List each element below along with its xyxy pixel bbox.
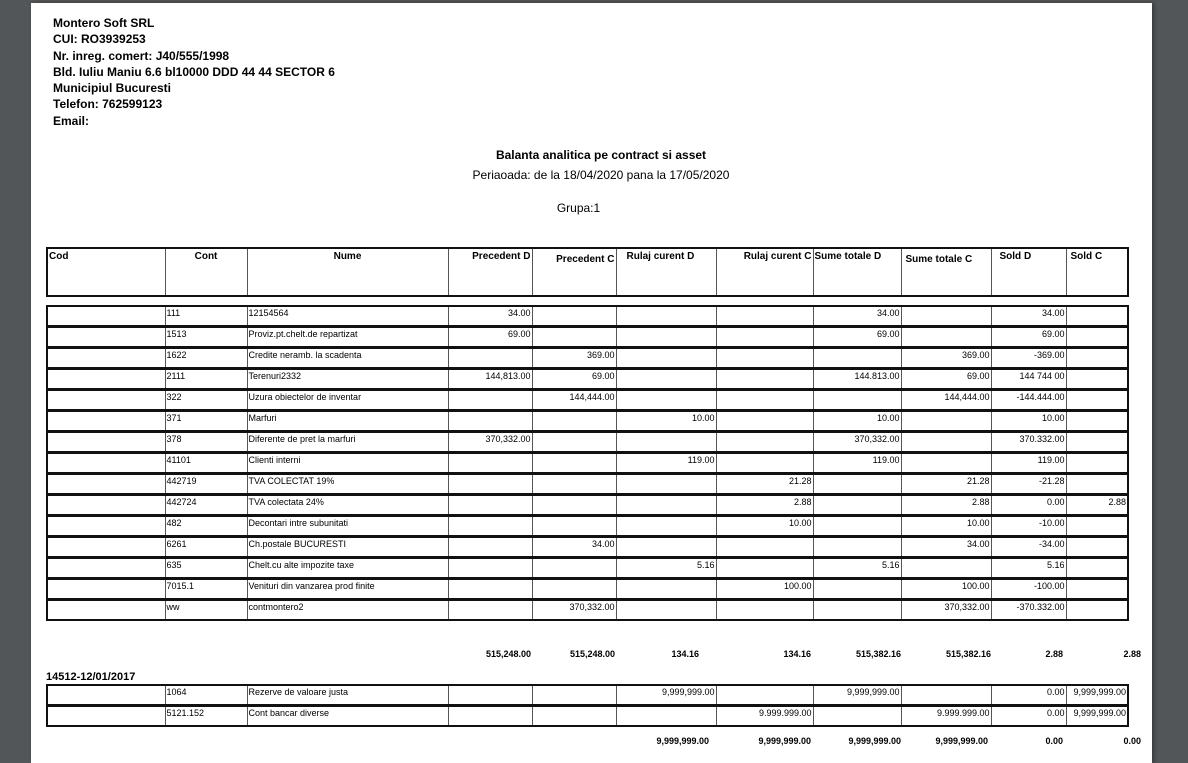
cell-cont: 41101: [165, 453, 247, 474]
cell-rd: [616, 537, 716, 558]
cell-sc: [901, 685, 991, 706]
cell-soldc: 9,999,999.00: [1066, 706, 1128, 727]
col-cont: Cont: [165, 248, 247, 296]
cell-cont: 442724: [165, 495, 247, 516]
table-row: [47, 558, 1128, 579]
cell-pc: 369.00: [532, 348, 616, 369]
cell-cod: [47, 579, 165, 600]
cell-sc: 144,444.00: [901, 390, 991, 411]
col-sold-c: Sold C: [1066, 248, 1128, 296]
col-sume-d: Sume totale D: [813, 248, 901, 296]
total-precedent-d: 515,248.00: [485, 649, 531, 659]
cell-rc: [716, 411, 813, 432]
cell-nume: Credite neramb. la scadenta: [247, 348, 448, 369]
cell-pd: [448, 579, 532, 600]
company-email: Email:: [53, 113, 90, 128]
table-row: [47, 579, 1128, 600]
cell-soldd: -21.28: [991, 474, 1066, 495]
company-phone: Telefon: 762599123: [53, 97, 163, 112]
cell-soldd: 370.332.00: [991, 432, 1066, 453]
col-rulaj-c: Rulaj curent C: [716, 248, 813, 296]
cell-rc: [716, 558, 813, 579]
total-precedent-c: 515,248.00: [569, 649, 615, 659]
cell-sc: [901, 306, 991, 327]
cell-soldc: [1066, 369, 1128, 390]
cell-rd: [616, 327, 716, 348]
cell-cont: 635: [165, 558, 247, 579]
table-row: [47, 390, 1128, 411]
cell-cod: [47, 390, 165, 411]
cell-rc: [716, 327, 813, 348]
table-row: [47, 706, 1128, 727]
cell-pd: [448, 516, 532, 537]
table-row: [47, 600, 1128, 621]
table-row: [47, 348, 1128, 369]
cell-rc: [716, 432, 813, 453]
cell-sd: 144.813.00: [813, 369, 901, 390]
cell-pd: [448, 558, 532, 579]
company-info: [53, 15, 335, 129]
cell-rc: 2.88: [716, 495, 813, 516]
table-row: [47, 453, 1128, 474]
cell-sc: [901, 432, 991, 453]
cell-soldc: [1066, 516, 1128, 537]
cell-soldc: [1066, 600, 1128, 621]
total-sume-d: 515,382.16: [855, 649, 901, 659]
cell-pd: [448, 411, 532, 432]
cell-cod: [47, 327, 165, 348]
cell-rc: [716, 685, 813, 706]
cell-pd: 69.00: [448, 327, 532, 348]
cell-cod: [47, 453, 165, 474]
cell-nume: Terenuri2332: [247, 369, 448, 390]
cell-rd: [616, 474, 716, 495]
cell-sd: [813, 600, 901, 621]
cell-sd: 119.00: [813, 453, 901, 474]
cell-soldd: 69.00: [991, 327, 1066, 348]
cell-rc: [716, 390, 813, 411]
cell-nume: Ch.postale BUCURESTI: [247, 537, 448, 558]
cell-soldd: 5.16: [991, 558, 1066, 579]
cell-nume: Proviz.pt.chelt.de repartizat: [247, 327, 448, 348]
cell-sd: 5.16: [813, 558, 901, 579]
cell-pc: [532, 495, 616, 516]
cell-rc: [716, 453, 813, 474]
cell-sd: [813, 579, 901, 600]
cell-sc: [901, 327, 991, 348]
cell-nume: TVA COLECTAT 19%: [247, 474, 448, 495]
cell-rd: [616, 369, 716, 390]
cell-cod: [47, 495, 165, 516]
cell-soldd: -34.00: [991, 537, 1066, 558]
cell-pd: 144,813.00: [448, 369, 532, 390]
cell-cod: [47, 558, 165, 579]
cell-cont: 5121.152: [165, 706, 247, 727]
col-sold-d: Sold D: [991, 248, 1066, 296]
cell-sd: [813, 474, 901, 495]
cell-pc: [532, 558, 616, 579]
cell-pc: [532, 579, 616, 600]
cell-pd: [448, 537, 532, 558]
cell-sc: 34.00: [901, 537, 991, 558]
table-row: [47, 495, 1128, 516]
table-row: [47, 474, 1128, 495]
cell-pc: 69.00: [532, 369, 616, 390]
col-cod: Cod: [47, 248, 165, 296]
cell-pd: 34.00: [448, 306, 532, 327]
cell-cont: 1622: [165, 348, 247, 369]
cell-cont: 371: [165, 411, 247, 432]
cell-soldc: [1066, 390, 1128, 411]
col-precedent-d: Precedent D: [448, 248, 532, 296]
table-row: [47, 411, 1128, 432]
cell-pc: [532, 306, 616, 327]
cell-soldd: -144.444.00: [991, 390, 1066, 411]
cell-rd: [616, 390, 716, 411]
cell-cod: [47, 411, 165, 432]
table-row: [47, 306, 1128, 327]
cell-soldd: -10.00: [991, 516, 1066, 537]
cell-rd: 9,999,999.00: [616, 685, 716, 706]
cell-rc: [716, 537, 813, 558]
cell-sd: [813, 516, 901, 537]
cell-sd: 370,332.00: [813, 432, 901, 453]
cell-sc: [901, 558, 991, 579]
cell-rc: 21.28: [716, 474, 813, 495]
cell-soldc: [1066, 579, 1128, 600]
col-rulaj-d: Rulaj curent D: [616, 248, 716, 296]
cell-soldd: -370.332.00: [991, 600, 1066, 621]
cell-soldd: 10.00: [991, 411, 1066, 432]
cell-nume: TVA colectata 24%: [247, 495, 448, 516]
cell-soldd: 0.00: [991, 495, 1066, 516]
report-period: Periaoada: de la 18/04/2020 pana la 17/05/2020: [472, 168, 730, 182]
cell-soldc: [1066, 411, 1128, 432]
cell-nume: Uzura obiectelor de inventar: [247, 390, 448, 411]
cell-rd: 119.00: [616, 453, 716, 474]
cell-rd: [616, 432, 716, 453]
cell-soldd: 34.00: [991, 306, 1066, 327]
cell-nume: Marfuri: [247, 411, 448, 432]
total2-sold-d: 0.00: [1045, 736, 1063, 746]
total2-sume-d: 9,999,999.00: [848, 736, 901, 746]
cell-sd: [813, 495, 901, 516]
table-row: [47, 537, 1128, 558]
report-page: [31, 3, 1152, 763]
cell-sc: 69.00: [901, 369, 991, 390]
cell-rc: [716, 369, 813, 390]
total2-rulaj-c: 9,999,999.00: [758, 736, 811, 746]
report-group: Grupa:1: [556, 201, 601, 215]
cell-sc: 10.00: [901, 516, 991, 537]
cell-rc: [716, 600, 813, 621]
cell-rd: [616, 348, 716, 369]
total2-sume-c: 9,999,999.00: [935, 736, 988, 746]
cell-rc: 10.00: [716, 516, 813, 537]
cell-cod: [47, 537, 165, 558]
cell-nume: 12154564: [247, 306, 448, 327]
cell-rd: 10.00: [616, 411, 716, 432]
cell-cod: [47, 685, 165, 706]
cell-pc: [532, 411, 616, 432]
total-sume-c: 515,382.16: [945, 649, 991, 659]
cell-cod: [47, 516, 165, 537]
cell-cod: [47, 348, 165, 369]
table-row: [47, 327, 1128, 348]
cell-cont: 442719: [165, 474, 247, 495]
cell-rd: [616, 579, 716, 600]
cell-sd: [813, 390, 901, 411]
cell-nume: Chelt.cu alte impozite taxe: [247, 558, 448, 579]
company-name: Montero Soft SRL: [53, 16, 155, 30]
cell-pc: [532, 432, 616, 453]
cell-soldc: [1066, 348, 1128, 369]
cell-nume: Rezerve de valoare justa: [247, 685, 448, 706]
cell-pd: [448, 348, 532, 369]
cell-rd: [616, 306, 716, 327]
cell-rc: [716, 306, 813, 327]
col-precedent-c: Precedent C: [532, 248, 616, 296]
cell-rc: 100.00: [716, 579, 813, 600]
cell-sc: 369.00: [901, 348, 991, 369]
cell-sc: [901, 411, 991, 432]
cell-pc: [532, 706, 616, 727]
cell-rd: [616, 516, 716, 537]
cell-nume: Decontari intre subunitati: [247, 516, 448, 537]
cell-soldd: 119.00: [991, 453, 1066, 474]
company-reg: Nr. inreg. comert: J40/555/1998: [53, 48, 230, 63]
company-cui: CUI: RO3939253: [53, 32, 146, 47]
cell-sc: 370,332.00: [901, 600, 991, 621]
table-row: [47, 369, 1128, 390]
cell-pc: [532, 453, 616, 474]
cell-nume: Diferente de pret la marfuri: [247, 432, 448, 453]
cell-cont: 111: [165, 306, 247, 327]
cell-sc: 2.88: [901, 495, 991, 516]
cell-sd: [813, 537, 901, 558]
cell-pd: [448, 600, 532, 621]
cell-sc: 21.28: [901, 474, 991, 495]
col-nume: Nume: [247, 248, 448, 296]
cell-sc: 100.00: [901, 579, 991, 600]
cell-rc: 9.999.999.00: [716, 706, 813, 727]
cell-nume: Venituri din vanzarea prod finite: [247, 579, 448, 600]
total-rulaj-d: 134.16: [671, 649, 699, 659]
cell-pd: [448, 390, 532, 411]
cell-nume: Cont bancar diverse: [247, 706, 448, 727]
total2-rulaj-d: 9,999,999.00: [656, 736, 709, 746]
cell-pc: [532, 327, 616, 348]
cell-cont: 322: [165, 390, 247, 411]
cell-cod: [47, 600, 165, 621]
cell-soldd: 0.00: [991, 685, 1066, 706]
cell-cont: ww: [165, 600, 247, 621]
cell-cod: [47, 706, 165, 727]
cell-pd: [448, 474, 532, 495]
cell-pc: [532, 474, 616, 495]
cell-sd: [813, 348, 901, 369]
cell-pd: [448, 453, 532, 474]
cell-cod: [47, 369, 165, 390]
group2-label: 14512-12/01/2017: [46, 671, 136, 683]
cell-soldd: 144 744 00: [991, 369, 1066, 390]
cell-rd: 5.16: [616, 558, 716, 579]
cell-sd: 69.00: [813, 327, 901, 348]
cell-soldc: [1066, 558, 1128, 579]
total-sold-d: 2.88: [1045, 649, 1063, 659]
table-row: [47, 432, 1128, 453]
cell-sd: 9,999,999.00: [813, 685, 901, 706]
cell-pc: [532, 685, 616, 706]
total2-sold-c: 0.00: [1123, 736, 1141, 746]
cell-cont: 378: [165, 432, 247, 453]
cell-pc: 370,332.00: [532, 600, 616, 621]
cell-pd: [448, 495, 532, 516]
cell-soldd: -369.00: [991, 348, 1066, 369]
cell-soldc: 9,999,999.00: [1066, 685, 1128, 706]
header-table: [46, 247, 1129, 297]
cell-rd: [616, 600, 716, 621]
cell-cod: [47, 474, 165, 495]
report-title: Balanta analitica pe contract si asset: [495, 148, 707, 162]
cell-soldc: [1066, 537, 1128, 558]
cell-pd: [448, 685, 532, 706]
cell-rd: [616, 706, 716, 727]
cell-sd: 34.00: [813, 306, 901, 327]
cell-soldc: [1066, 432, 1128, 453]
cell-soldc: [1066, 453, 1128, 474]
cell-pc: 34.00: [532, 537, 616, 558]
cell-nume: contmontero2: [247, 600, 448, 621]
cell-soldc: [1066, 306, 1128, 327]
company-city: Municipiul Bucuresti: [53, 81, 172, 96]
cell-cont: 7015.1: [165, 579, 247, 600]
cell-soldc: 2.88: [1066, 495, 1128, 516]
cell-sd: [813, 706, 901, 727]
company-address: Bld. Iuliu Maniu 6.6 bl10000 DDD 44 44 SECTOR 6: [53, 64, 335, 79]
table-row: [47, 516, 1128, 537]
cell-soldd: -100.00: [991, 579, 1066, 600]
cell-pd: 370,332.00: [448, 432, 532, 453]
group2-table: [46, 684, 1129, 727]
cell-cont: 1513: [165, 327, 247, 348]
cell-rc: [716, 348, 813, 369]
cell-sd: 10.00: [813, 411, 901, 432]
group1-table: [46, 305, 1129, 621]
cell-soldd: 0.00: [991, 706, 1066, 727]
cell-pc: 144,444.00: [532, 390, 616, 411]
total-rulaj-c: 134.16: [783, 649, 811, 659]
total-sold-c: 2.88: [1123, 649, 1141, 659]
col-sume-c: Sume totale C: [901, 248, 991, 296]
cell-cod: [47, 432, 165, 453]
cell-cont: 2111: [165, 369, 247, 390]
cell-sc: [901, 453, 991, 474]
cell-soldc: [1066, 327, 1128, 348]
cell-pc: [532, 516, 616, 537]
cell-cont: 6261: [165, 537, 247, 558]
cell-cont: 1064: [165, 685, 247, 706]
cell-cod: [47, 306, 165, 327]
cell-rd: [616, 495, 716, 516]
cell-nume: Clienti interni: [247, 453, 448, 474]
cell-sc: 9.999.999.00: [901, 706, 991, 727]
table-row: [47, 685, 1128, 706]
cell-cont: 482: [165, 516, 247, 537]
cell-soldc: [1066, 474, 1128, 495]
cell-pd: [448, 706, 532, 727]
